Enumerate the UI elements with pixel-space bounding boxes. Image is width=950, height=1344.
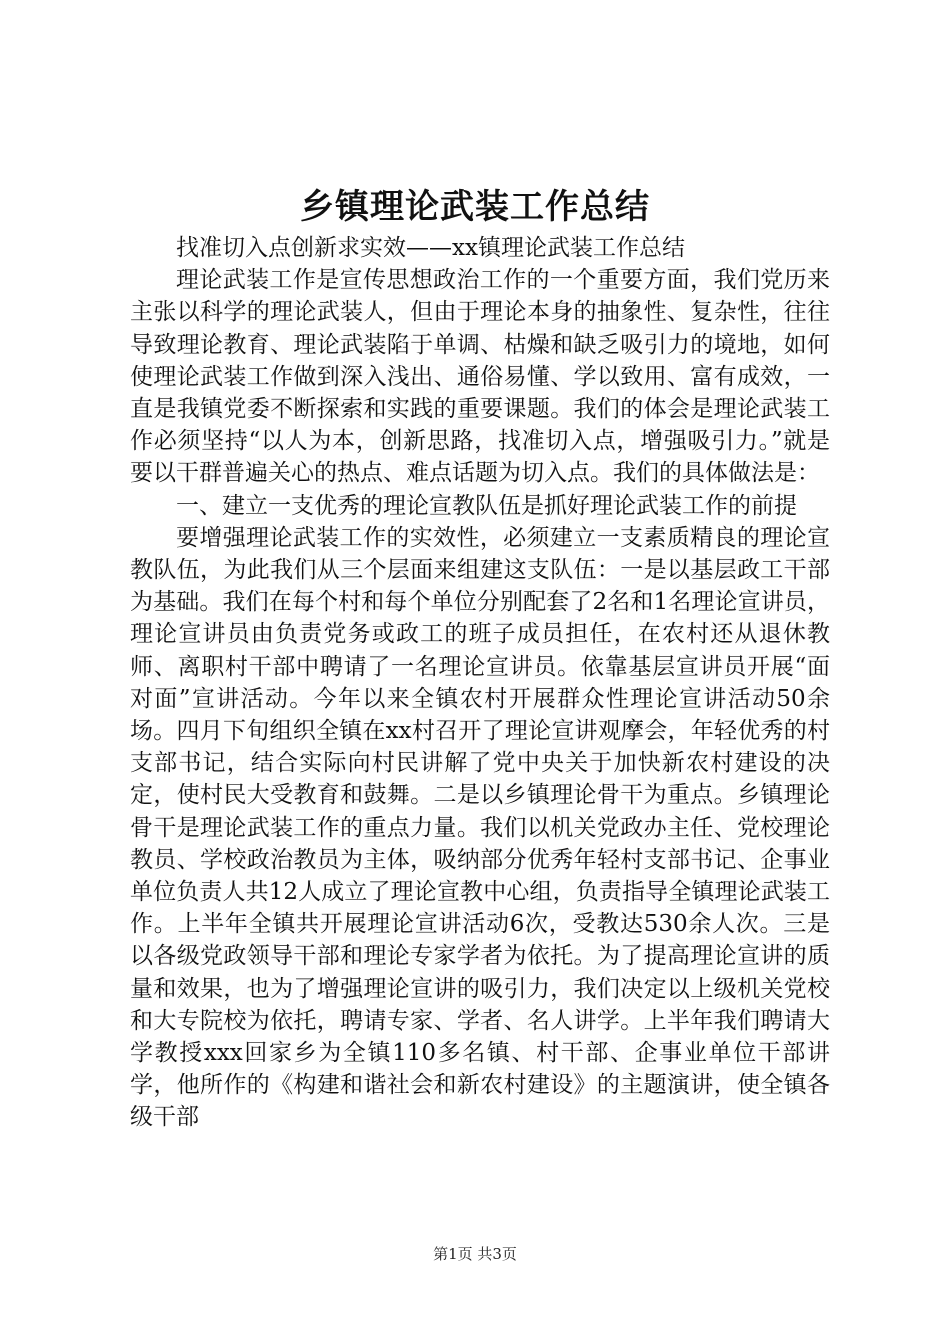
body-paragraph: 要增强理论武装工作的实效性，必须建立一支素质精良的理论宣教队伍，为此我们从三个层面来组建这支队伍：一是以基层政工干部为基础。我们在每个村和每个单位分别配套了2名和1名理论宣讲员，理论宣讲员由负责党务或政工的班子成员担任，在农村还从退休教师、离职村干部中聘请了一名理论宣讲员。依靠基层宣讲员开展“面对面”宣讲活动。今年以来全镇农村开展群众性理论宣讲活动50余场。四月下旬组织全镇在xx村召开了理论宣讲观摩会，年轻优秀的村支部书记，结合实际向村民讲解了党中央关于加快新农村建设的决定，使村民大受教育和鼓舞。二是以乡镇理论骨干为重点。乡镇理论骨干是理论武装工作的重点力量。我们以机关党政办主任、党校理论教员、学校政治教员为主体，吸纳部分优秀年轻村支部书记、企事业单位负责人共12人成立了理论宣教中心组，负责指导全镇理论武装工作。上半年全镇共开展理论宣讲活动6次，受教达530余人次。三是以各级党政领导干部和理论专家学者为依托。为了提高理论宣讲的质量和效果，也为了增强理论宣讲的吸引力，我们决定以上级机关党校和大专院校为依托，聘请专家、学者、名人讲学。上半年我们聘请大学教授xxx回家乡为全镇110多名镇、村干部、企事业单位干部讲学，他所作的《构建和谐社会和新农村建设》的主题演讲，使全镇各级干部 (130, 524, 830, 1131)
subtitle-paragraph: 找准切入点创新求实效——xx镇理论武装工作总结 (176, 235, 685, 261)
section-heading-paragraph: 一、建立一支优秀的理论宣教队伍是抓好理论武装工作的前提 (176, 492, 797, 519)
intro-paragraph: 理论武装工作是宣传思想政治工作的一个重要方面，我们党历来主张以科学的理论武装人，但由于理论本身的抽象性、复杂性，往往导致理论教育、理论武装陷于单调、枯燥和缺乏吸引力的境地，如何使理论武装工作做到深入浅出、通俗易懂、学以致用、富有成效，一直是我镇党委不断探索和实践的重要课题。我们的体会是理论武装工作必须坚持“以人为本，创新思路，找准切入点，增强吸引力。”就是要以干群普遍关心的热点、难点话题为切入点。我们的具体做法是： (130, 267, 830, 487)
document-body (130, 232, 830, 1134)
page-footer: 第1页 共3页 (433, 1245, 517, 1263)
document-title: 乡镇理论武装工作总结 (300, 187, 650, 227)
